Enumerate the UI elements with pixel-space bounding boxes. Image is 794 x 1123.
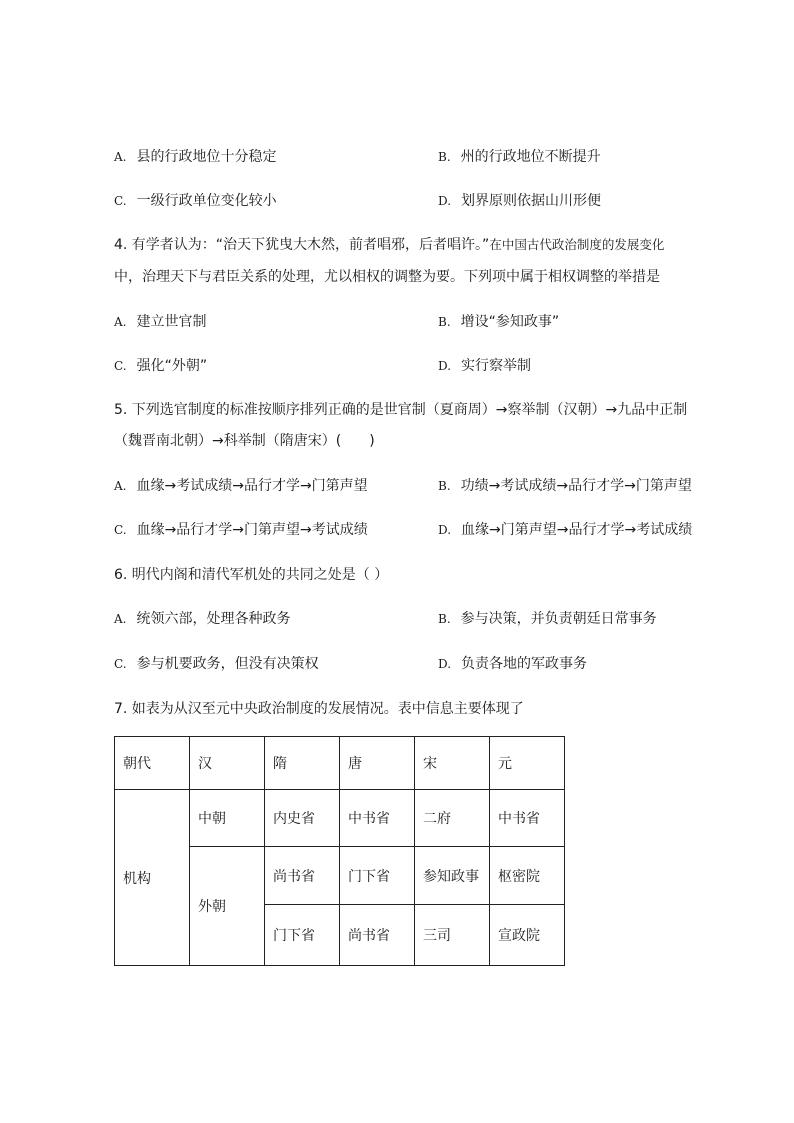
q3-option-c[interactable] bbox=[114, 191, 277, 211]
q4-option-c[interactable] bbox=[114, 356, 207, 376]
table-header-cell: 宋 bbox=[415, 737, 490, 790]
table-cell: 三司 bbox=[415, 905, 490, 966]
option-text: 参与决策，并负责朝廷日常事务 bbox=[460, 611, 657, 627]
q5-option-d[interactable] bbox=[438, 520, 692, 540]
option-letter: B. bbox=[438, 150, 451, 164]
table-header-row bbox=[115, 737, 565, 790]
table-header-cell: 汉 bbox=[190, 737, 265, 790]
option-letter: B. bbox=[438, 315, 451, 329]
q6-option-d[interactable] bbox=[438, 654, 587, 674]
table-cell: 门下省 bbox=[340, 847, 415, 905]
option-text: 负责各地的军政事务 bbox=[461, 656, 588, 672]
option-text: 血缘→考试成绩→品行才学→门第声望 bbox=[136, 478, 368, 494]
q4-stem-line2: 中，治理天下与君臣关系的处理，尤以相权的调整为要。下列项中属于相权调整的举措是 bbox=[114, 269, 660, 285]
table-header-cell: 元 bbox=[490, 737, 565, 790]
option-text: 血缘→品行才学→门第声望→考试成绩 bbox=[136, 522, 368, 538]
option-letter: A. bbox=[114, 612, 127, 626]
q6-stem: 6. 明代内阁和清代军机处的共同之处是（ ） bbox=[114, 567, 389, 583]
option-letter: B. bbox=[438, 612, 451, 626]
q6-option-a[interactable] bbox=[114, 609, 290, 629]
option-text: 州的行政地位不断提升 bbox=[460, 149, 601, 165]
q4-quote: 4. 有学者认为：“治天下犹曳大木然，前者唱邪，后者唱许。” bbox=[114, 237, 490, 253]
table-cell: 宣政院 bbox=[490, 905, 565, 966]
table-cell: 二府 bbox=[415, 790, 490, 847]
q6-option-b[interactable] bbox=[438, 609, 657, 629]
option-text: 统领六部，处理各种政务 bbox=[136, 611, 291, 627]
q5-stem-line1: 5. 下列选官制度的标准按顺序排列正确的是世官制（夏商周）→察举制（汉朝）→九品中正制 bbox=[114, 402, 688, 418]
option-letter: D. bbox=[438, 194, 452, 208]
option-text: 县的行政地位十分稳定 bbox=[136, 149, 277, 165]
option-text: 血缘→门第声望→品行才学→考试成绩 bbox=[461, 522, 693, 538]
q5-stem-line2: （魏晋南北朝）→科举制（隋唐宋）( ) bbox=[114, 433, 375, 449]
table-header-cell: 唐 bbox=[340, 737, 415, 790]
option-text: 划界原则依据山川形便 bbox=[461, 193, 602, 209]
table-cell: 尚书省 bbox=[340, 905, 415, 966]
option-letter: C. bbox=[114, 657, 127, 671]
q3-option-a[interactable] bbox=[114, 147, 276, 167]
option-text: 实行察举制 bbox=[461, 358, 532, 374]
q4-option-b[interactable] bbox=[438, 312, 559, 332]
q3-option-b[interactable] bbox=[438, 147, 601, 167]
q4-option-a[interactable] bbox=[114, 312, 206, 332]
option-text: 增设“参知政事” bbox=[460, 314, 560, 330]
option-letter: D. bbox=[438, 523, 452, 537]
option-text: 参与机要政务，但没有决策权 bbox=[136, 656, 319, 672]
table-cell: 中书省 bbox=[490, 790, 565, 847]
option-letter: D. bbox=[438, 359, 452, 373]
table-cell: 参知政事 bbox=[415, 847, 490, 905]
option-letter: B. bbox=[438, 479, 451, 493]
q3-option-d[interactable] bbox=[438, 191, 601, 211]
zhongchao-label-cell: 中朝 bbox=[190, 790, 265, 847]
q5-option-a[interactable] bbox=[114, 476, 368, 496]
option-text: 强化“外朝” bbox=[136, 358, 208, 374]
q4-stem-suffix: 在中国古代政治制度的发展变化 bbox=[489, 237, 665, 252]
table-cell: 尚书省 bbox=[265, 847, 340, 905]
option-text: 功绩→考试成绩→品行才学→门第声望 bbox=[460, 478, 692, 494]
row-label-cell: 机构 bbox=[115, 790, 190, 966]
option-text: 建立世官制 bbox=[136, 314, 207, 330]
table-header-cell: 隋 bbox=[265, 737, 340, 790]
option-text: 一级行政单位变化较小 bbox=[136, 193, 277, 209]
table-cell: 枢密院 bbox=[490, 847, 565, 905]
q5-option-b[interactable] bbox=[438, 476, 692, 496]
table-cell: 中书省 bbox=[340, 790, 415, 847]
table-cell: 内史省 bbox=[265, 790, 340, 847]
q4-stem-line1 bbox=[114, 235, 664, 255]
table-cell: 门下省 bbox=[265, 905, 340, 966]
option-letter: A. bbox=[114, 150, 127, 164]
option-letter: D. bbox=[438, 657, 452, 671]
q5-option-c[interactable] bbox=[114, 520, 368, 540]
dynasty-institutions-table bbox=[114, 736, 565, 966]
q4-option-d[interactable] bbox=[438, 356, 531, 376]
option-letter: C. bbox=[114, 194, 127, 208]
q6-option-c[interactable] bbox=[114, 654, 319, 674]
table-header-cell: 朝代 bbox=[115, 737, 190, 790]
option-letter: C. bbox=[114, 523, 127, 537]
option-letter: A. bbox=[114, 315, 127, 329]
option-letter: C. bbox=[114, 359, 127, 373]
waichao-label-cell: 外朝 bbox=[190, 847, 265, 966]
q7-stem: 7. 如表为从汉至元中央政治制度的发展情况。表中信息主要体现了 bbox=[114, 701, 524, 717]
table-row bbox=[115, 790, 565, 847]
option-letter: A. bbox=[114, 479, 127, 493]
